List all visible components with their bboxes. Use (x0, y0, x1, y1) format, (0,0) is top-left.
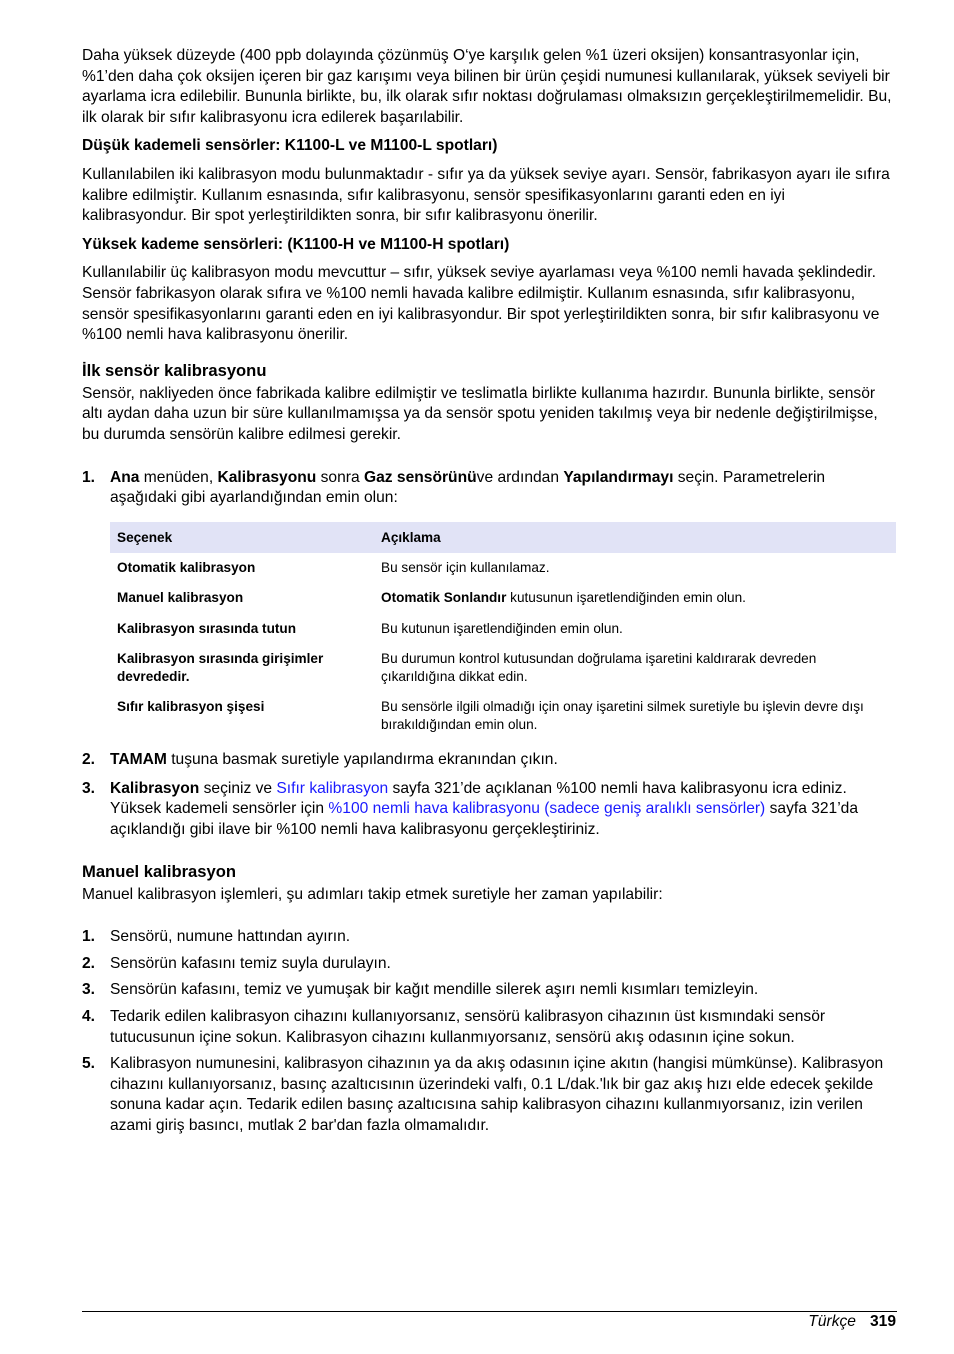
humid-air-calibration-link[interactable]: %100 nemli hava kalibrasyonu (sadece geniş aralıklı sensörler) (328, 800, 766, 818)
step-1-text-b: sonra (316, 468, 364, 486)
header-option: Seçenek (110, 522, 374, 553)
intro-paragraph: Daha yüksek düzeyde (400 ppb dolayında çözünmüş O‘ye karşılık gelen %1 üzeri oksijen) konsantrasyonlar için, %1’den daha çok oksijen içeren bir gaz karışımı veya bilinen bir ürün çeşidi numunesi kullanılarak, yüksek seviyeli bir ayarlama icra edilebilir. Bununla birlikte, bu, ilk olarak sıfır noktası doğrulaması olmaksızın gerçekleştirilmemelidir. Bu, ilk olarak bir sıfır kalibrasyonu icra edilerek başarılabilir. (82, 47, 892, 126)
step-3-text-c: sayfa 321’da açıklandığı gibi ilave bir %100 nemli hava kalibrasyonu gerçekleştiriniz. (110, 800, 859, 838)
table-row (110, 614, 896, 645)
step-number: 5. (82, 1055, 96, 1073)
list-item (82, 1054, 894, 1136)
option-cell: Kalibrasyon sırasında tutun (117, 620, 297, 636)
low-range-text: Kullanılabilen iki kalibrasyon modu bulunmaktadır - sıfır ya da yüksek seviye ayarı. Sensör, fabrikasyon ayarı ile sıfıra kalibre edilmiştir. Kullanım esnasında, sıfır kalibrasyonu, sensör spesifikasyonlarını garanti eden en iyi kalibrasyondur. Bir spot yerleştirildikten sonra, bir sıfır kalibrasyonu önerilir. (82, 165, 890, 225)
table-row (110, 553, 896, 584)
step-text: Sensörün kafasını, temiz ve yumuşak bir kağıt mendille silerek aşırı nemli kısımları temizleyin. (110, 981, 759, 999)
low-range-heading: Düşük kademeli sensörler: K1100-L ve M1100-L spotları) (82, 137, 498, 155)
list-item (82, 927, 894, 948)
options-table (110, 522, 896, 741)
step-3 (82, 779, 894, 841)
step-2-bold-ok: TAMAM (110, 751, 167, 769)
step-number: 3. (82, 779, 96, 797)
first-calibration-heading: İlk sensör kalibrasyonu (82, 360, 267, 380)
list-item (82, 1007, 894, 1048)
description-cell: Bu kutunun işaretlendiğinden emin olun. (381, 620, 623, 636)
table-header-row (110, 522, 896, 553)
first-calibration-steps (82, 468, 894, 509)
manual-calibration-steps (82, 927, 894, 1136)
step-text: Sensörü, numune hattından ayırın. (110, 928, 351, 946)
page-number: 319 (869, 1313, 896, 1330)
footer-language: Türkçe (808, 1313, 856, 1330)
manual-calibration-heading: Manuel kalibrasyon (82, 861, 237, 881)
page-footer (808, 1313, 896, 1331)
description-cell: Bu sensör için kullanılamaz. (381, 559, 550, 575)
step-2-text: tuşuna basmak suretiyle yapılandırma ekranından çıkın. (166, 751, 558, 769)
high-range-text: Kullanılabilir üç kalibrasyon modu mevcuttur – sıfır, yüksek seviye ayarlaması veya %100 nemli havada şeklindedir. Sensör fabrikasyon olarak sıfıra ve %100 nemli havada kalibre edilmiştir. Kullanım esnasında, sıfır kalibrasyonu, sensör spesifikasyonlarını garanti eden en iyi kalibrasyondur. Bir spot yerleştirildikten sonra, bir sıfır kalibrasyonu ve %100 nemli hava kalibrasyonu önerilir. (82, 264, 880, 344)
header-description: Açıklama (374, 522, 896, 553)
step-2 (82, 750, 894, 771)
step-1 (82, 468, 894, 509)
step-1-text-c: ve ardından (476, 468, 564, 486)
first-calibration-text: Sensör, nakliyeden önce fabrikada kalibre edilmiştir ve teslimatla birlikte kullanıma hazırdır. Bununla birlikte, sensör altı aydan daha uzun bir süre kullanılmamışsa ya da sensör spotu yeniden takılmış veya bir nedenle değiştirilmişse, bu durumda sensörün kalibre edilmesi gerekir. (82, 384, 878, 443)
table-row (110, 583, 896, 614)
step-text: Kalibrasyon numunesini, kalibrasyon cihazının ya da akış odasının içine akıtın (hangisi mümkünse). Kalibrasyon cihazını kullanıyorsanız, basınç azaltıcısının üzerindeki valfı, 0.1 L/dak.'lık bir gaz akış hızı elde edecek şekilde sonuna kadar açın. Tedarik edilen basınç azaltıcısına sahip kalibrasyon cihazını kullanmıyorsanız, izin verilen azami giriş basıncı, mutlak 2 bar'dan fazla olmamalıdır. (110, 1055, 884, 1134)
auto-stop-label: Otomatik Sonlandır (381, 590, 507, 606)
description-cell: Bu sensörle ilgili olmadığı için onay işaretini silmek suretiyle bu işlevin devre dışı bırakıldığından emin olun. (381, 699, 864, 732)
step-number: 1. (82, 468, 96, 486)
step-number: 4. (82, 1007, 96, 1025)
option-cell: Sıfır kalibrasyon şişesi (117, 699, 265, 715)
step-3-text-b: sayfa 321’de açıklanan %100 nemli hava kalibrasyonu icra ediniz. Yüksek kademeli sensörler için (110, 779, 847, 818)
footer-divider (82, 1311, 897, 1312)
list-item (82, 954, 894, 975)
option-cell: Otomatik kalibrasyon (117, 559, 256, 575)
step-1-bold-configure: Yapılandırmayı (563, 468, 674, 486)
step-1-text-d: seçin. Parametrelerin aşağıdaki gibi ayarlandığından emin olun: (110, 468, 826, 507)
option-cell: Kalibrasyon sırasında girişimler devrededir. (117, 651, 324, 684)
step-number: 2. (82, 751, 96, 769)
step-1-text-a: menüden, (139, 468, 218, 486)
step-1-bold-gas-sensor: Gaz sensörünü (363, 468, 477, 486)
list-item (82, 980, 894, 1001)
step-3-text-a: seçiniz ve (199, 779, 277, 797)
high-range-heading: Yüksek kademe sensörleri: (K1100-H ve M1100-H spotları) (82, 235, 510, 253)
table-row (110, 644, 896, 692)
step-number: 1. (82, 928, 96, 946)
step-1-bold-calibration: Kalibrasyonu (217, 468, 317, 486)
step-text: Tedarik edilen kalibrasyon cihazını kullanıyorsanız, sensörü kalibrasyon cihazının üst kısmındaki sensör tutucusunun içine sokun. Kalibrasyon cihazını kullanmıyorsanız, sensörü akış odasının içine sokun. (110, 1007, 826, 1046)
step-number: 2. (82, 954, 96, 972)
manual-calibration-text: Manuel kalibrasyon işlemleri, şu adımları takip etmek suretiyle her zaman yapılabilir: (82, 885, 663, 903)
first-calibration-steps-cont (82, 750, 894, 840)
zero-calibration-link[interactable]: Sıfır kalibrasyon (276, 779, 389, 797)
option-cell: Manuel kalibrasyon (117, 590, 244, 606)
step-3-bold-calibration: Kalibrasyon (110, 779, 200, 797)
step-number: 3. (82, 981, 96, 999)
step-text: Sensörün kafasını temiz suyla durulayın. (110, 954, 391, 972)
description-cell: Bu durumun kontrol kutusundan doğrulama işaretini kaldırarak devreden çıkarıldığına dikkat edin. (381, 651, 817, 684)
table-row (110, 692, 896, 740)
description-cell (374, 583, 896, 614)
page-content (82, 46, 894, 1137)
step-1-bold-main: Ana (110, 468, 140, 486)
description-text: kutusunun işaretlendiğinden emin olun. (506, 590, 746, 606)
